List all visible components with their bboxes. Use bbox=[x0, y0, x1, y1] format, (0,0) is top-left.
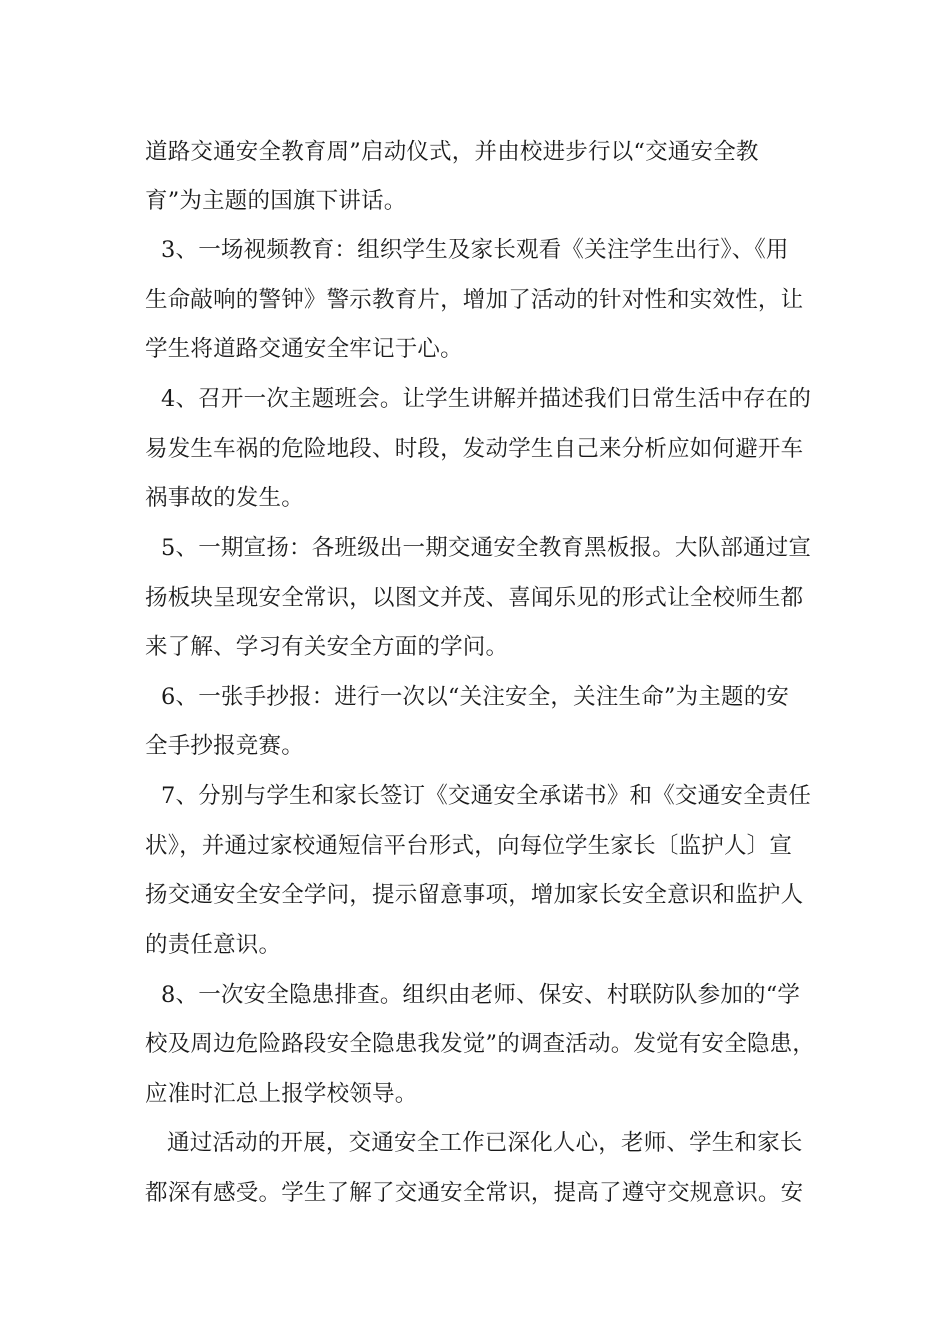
text-line: 扬板块呈现安全常识，以图文并茂、喜闻乐见的形式让全校师生都 bbox=[145, 585, 804, 611]
text-line: 的责任意识。 bbox=[145, 932, 282, 958]
text-line: 应准时汇总上报学校领导。 bbox=[145, 1081, 418, 1107]
paragraph-4-line: 4、召开一次主题班会。让学生讲解并描述我们日常生活中存在的 bbox=[161, 386, 812, 412]
text-line: 来了解、学习有关安全方面的学问。 bbox=[145, 634, 509, 660]
summary-paragraph-line: 通过活动的开展，交通安全工作已深化人心，老师、学生和家长 bbox=[167, 1130, 803, 1156]
paragraph-7-line: 7、分别与学生和家长签订《交通安全承诺书》和《交通安全责任 bbox=[161, 783, 812, 809]
text-line: 育”为主题的国旗下讲话。 bbox=[145, 188, 407, 214]
text-line: 校及周边危险路段安全隐患我发觉”的调查活动。发觉有安全隐患， bbox=[145, 1031, 816, 1057]
text-line: 状》，并通过家校通短信平台形式，向每位学生家长〔监护人〕宣 bbox=[145, 833, 793, 859]
text-line: 都深有感受。学生了解了交通安全常识，提高了遵守交规意识。安 bbox=[145, 1180, 804, 1206]
paragraph-6-line: 6、一张手抄报：进行一次以“关注安全，关注生命”为主题的安 bbox=[161, 684, 790, 710]
text-line: 扬交通安全安全学问，提示留意事项，增加家长安全意识和监护人 bbox=[145, 882, 804, 908]
paragraph-8-line: 8、一次安全隐患排查。组织由老师、保安、村联防队参加的“学 bbox=[161, 982, 801, 1008]
text-line: 道路交通安全教育周”启动仪式，并由校进步行以“交通安全教 bbox=[145, 139, 759, 165]
paragraph-3-line: 3、一场视频教育：组织学生及家长观看《关注学生出行》、《用 bbox=[161, 237, 789, 263]
text-line: 祸事故的发生。 bbox=[145, 485, 304, 511]
text-line: 全手抄报竞赛。 bbox=[145, 733, 304, 759]
paragraph-5-line: 5、一期宣扬：各班级出一期交通安全教育黑板报。大队部通过宣 bbox=[161, 535, 812, 561]
text-line: 生命敲响的警钟》警示教育片，增加了活动的针对性和实效性，让 bbox=[145, 287, 804, 313]
text-line: 学生将道路交通安全牢记于心。 bbox=[145, 336, 463, 362]
text-line: 易发生车祸的危险地段、时段，发动学生自己来分析应如何避开车 bbox=[145, 436, 804, 462]
